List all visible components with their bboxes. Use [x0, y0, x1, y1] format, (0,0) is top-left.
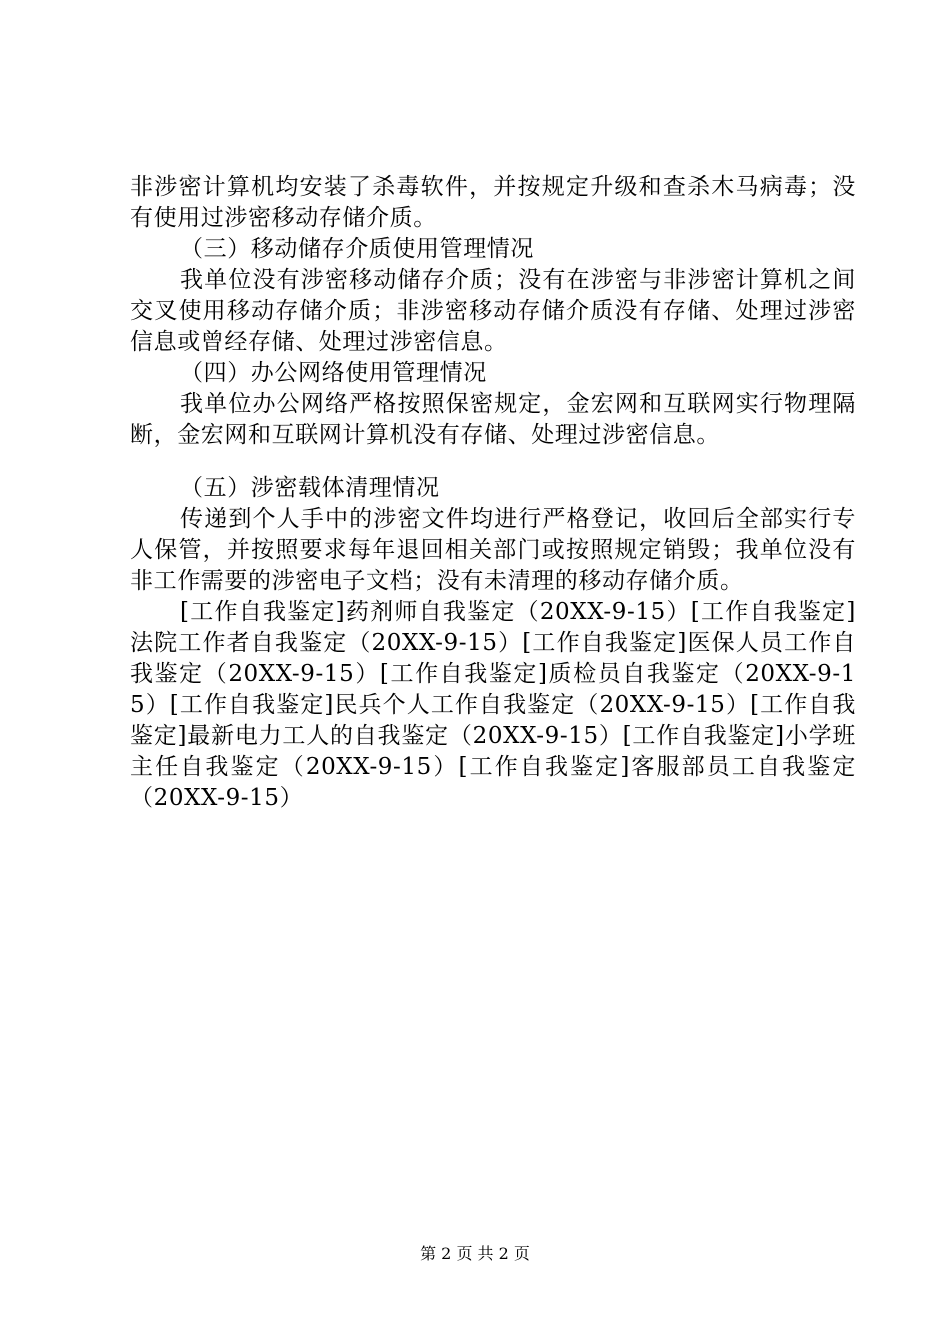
- paragraph-related-links: [工作自我鉴定]药剂师自我鉴定（20XX-9-15）[工作自我鉴定]法院工作者自我鉴定（20XX-9-15）[工作自我鉴定]医保人员工作自我鉴定（20XX-9-15）[工作自我鉴定]质检员自我鉴定（20XX-9-15）[工作自我鉴定]民兵个人工作自我鉴定（20XX-9-15）[工作自我鉴定]最新电力工人的自我鉴定（20XX-9-15）[工作自我鉴定]小学班主任自我鉴定（20XX-9-15）[工作自我鉴定]客服部员工自我鉴定（20XX-9-15）: [130, 599, 856, 811]
- section-heading-5: （五）涉密载体清理情况: [180, 475, 440, 501]
- paragraph-removable-media: 我单位没有涉密移动储存介质；没有在涉密与非涉密计算机之间交叉使用移动存储介质；非涉密移动存储介质没有存储、处理过涉密信息或曾经存储、处理过涉密信息。: [130, 267, 856, 355]
- paragraph-carrier-cleanup: 传递到个人手中的涉密文件均进行严格登记，收回后全部实行专人保管，并按照要求每年退回相关部门或按照规定销毁；我单位没有非工作需要的涉密电子文档；没有未清理的移动存储介质。: [130, 506, 856, 594]
- section-heading-4: （四）办公网络使用管理情况: [180, 360, 487, 386]
- document-body: [130, 172, 856, 814]
- paragraph-antivirus: 非涉密计算机均安装了杀毒软件，并按规定升级和查杀木马病毒；没有使用过涉密移动存储介质。: [130, 174, 856, 231]
- paragraph-spacer: [130, 451, 856, 473]
- page-number-footer: 第 2 页 共 2 页: [420, 1244, 530, 1263]
- paragraph-office-network: 我单位办公网络严格按照保密规定，金宏网和互联网实行物理隔断，金宏网和互联网计算机没有存储、处理过涉密信息。: [130, 391, 856, 448]
- section-heading-3: （三）移动储存介质使用管理情况: [180, 236, 534, 262]
